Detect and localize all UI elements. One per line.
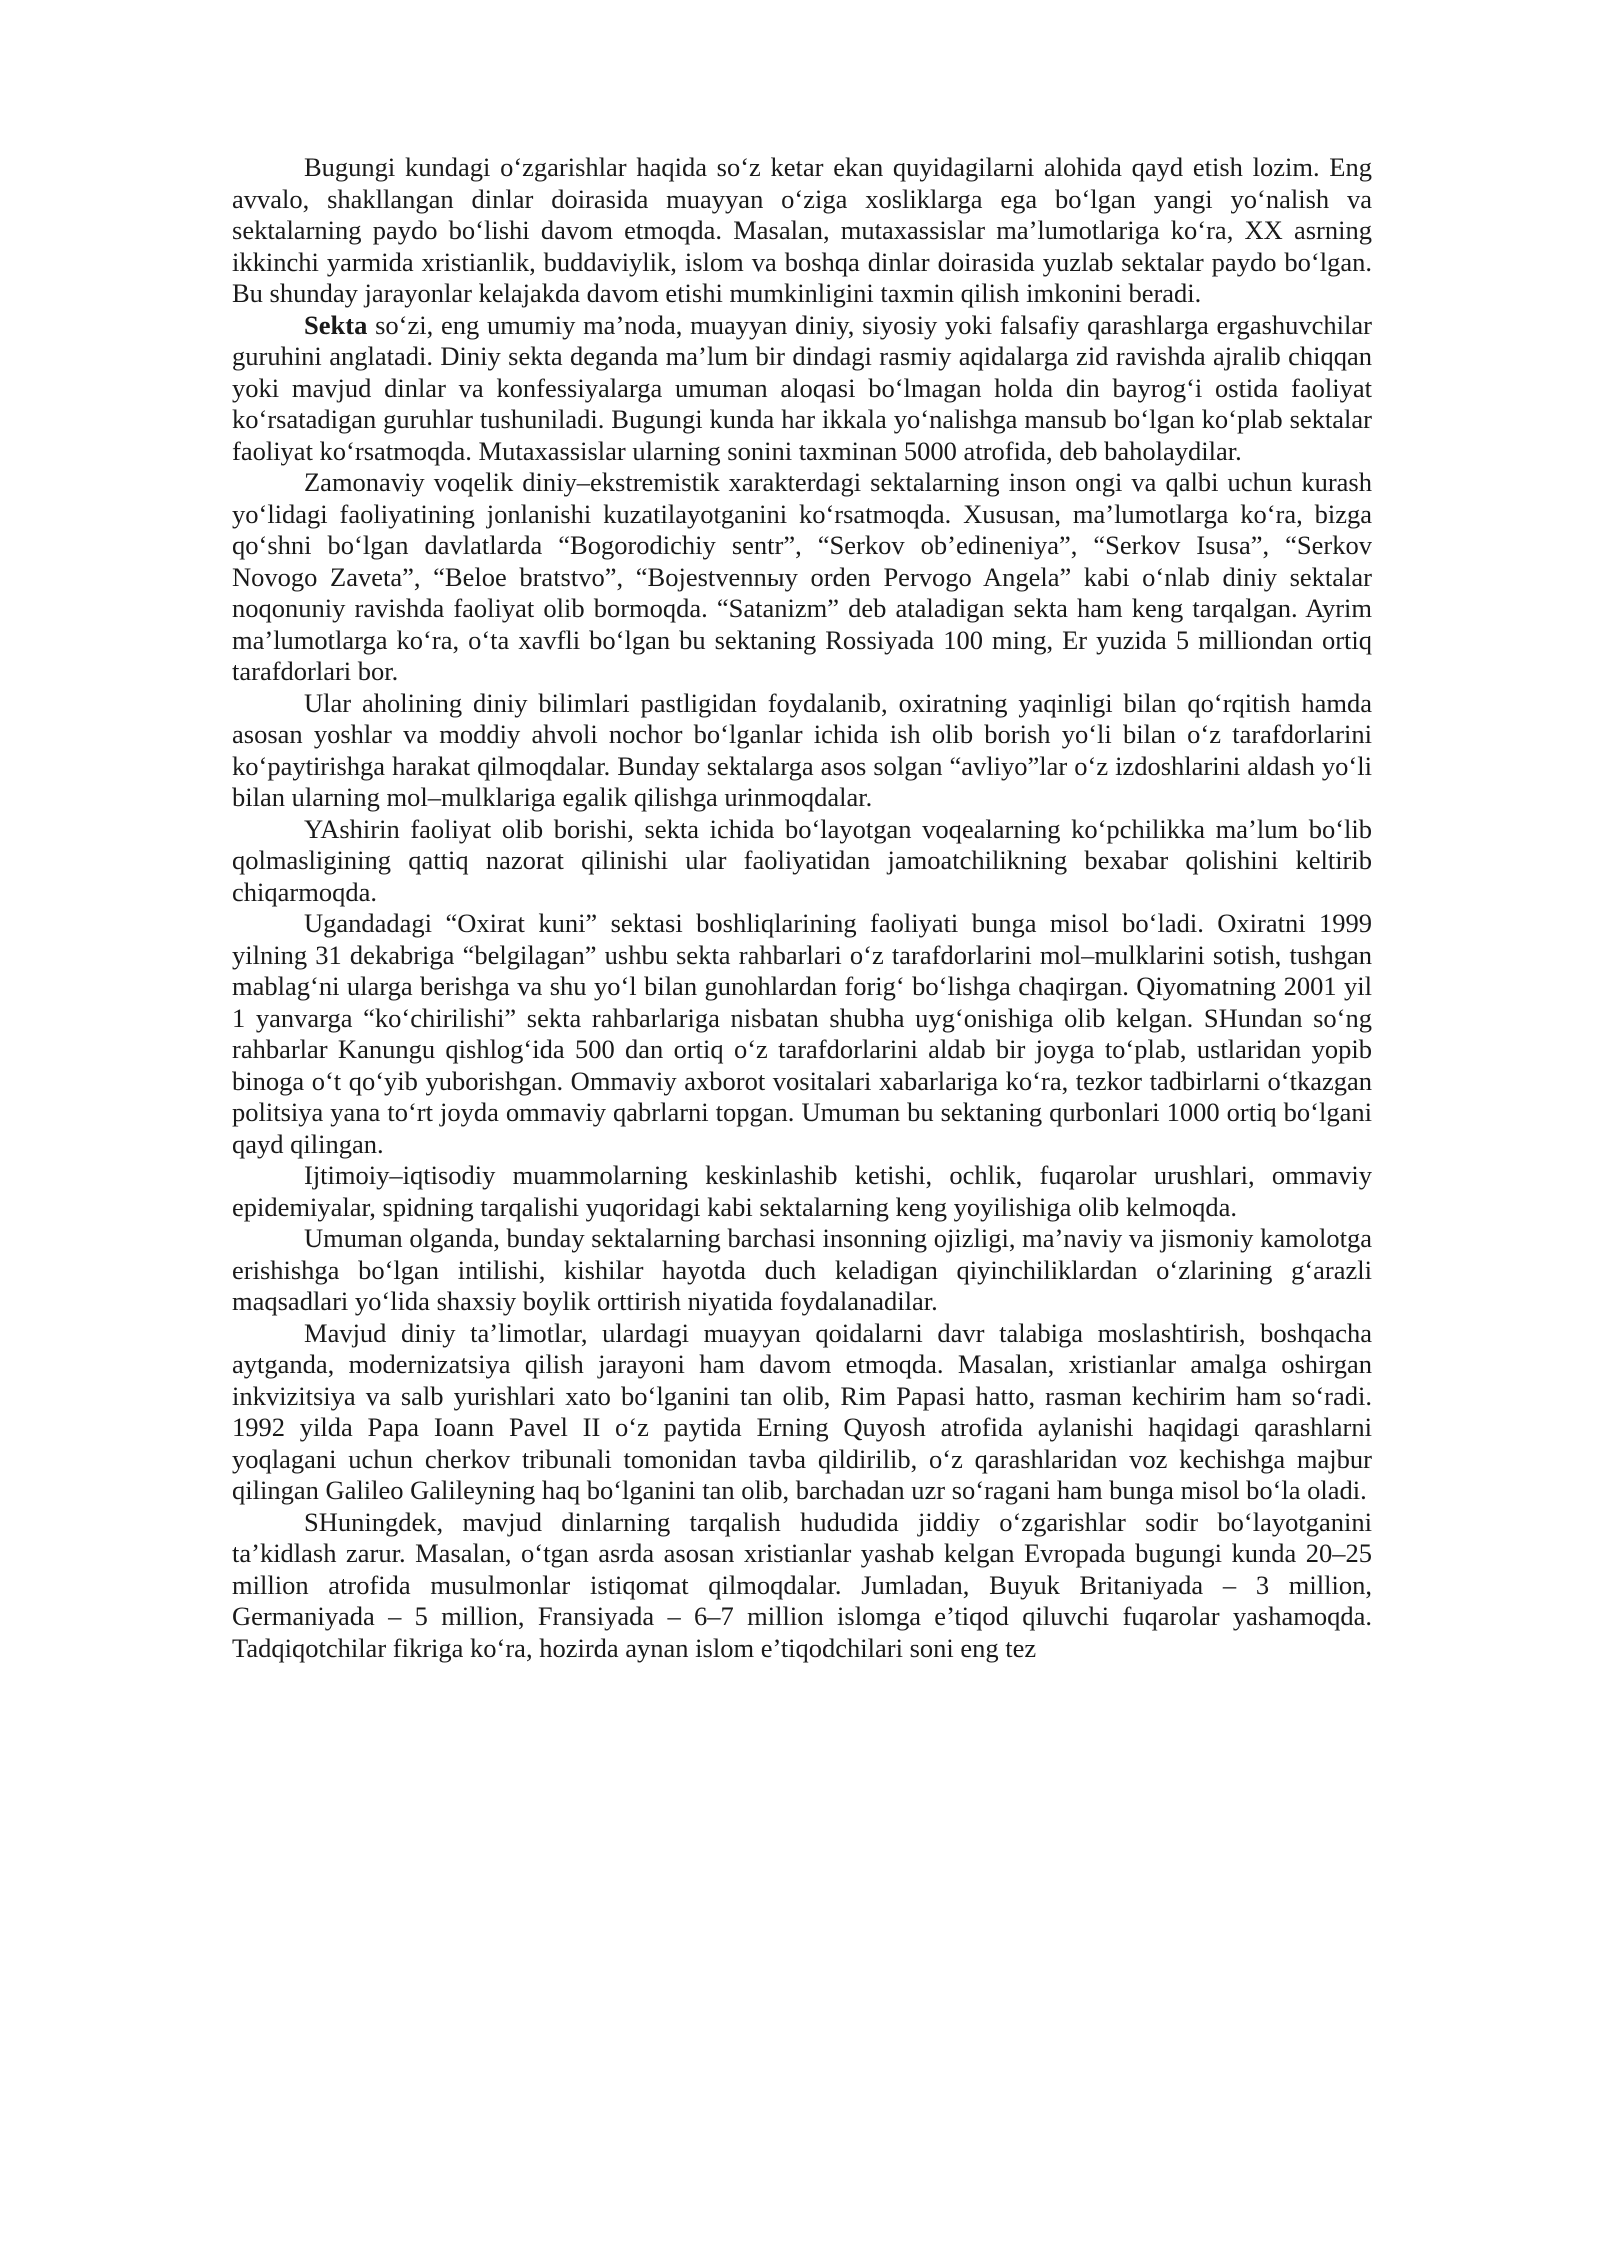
paragraph-10: SHuningdek, mavjud dinlarning tarqalish hududida jiddiy o‘zgarishlar sodir bo‘layotganini ta’kidlash zarur. Masalan, o‘tgan asrda asosan xristianlar yashab kelgan Evropada bugungi kunda 20–25 million atrofida musulmonlar istiqomat qilmoqdalar. Jumladan, Buyuk Britaniyada – 3 million, Germaniyada – 5 million, Fransiyada – 6–7 million islomga e’tiqod qiluvchi fuqarolar yashamoqda. Tadqiqotchilar fikriga ko‘ra, hozirda aynan islom e’tiqodchilari soni eng tez [232, 1506, 1372, 1663]
paragraph-6: Ugandadagi “Oxirat kuni” sektasi boshliqlarining faoliyati bunga misol bo‘ladi. Oxiratni 1999 yilning 31 dekabriga “belgilagan” ushbu sekta rahbarlari o‘z tarafdorlarini mol–mulklarini sotish, tushgan mablag‘ni ularga berishga va shu yo‘l bilan gunohlardan forig‘ bo‘lishga chaqirgan. Qiyomatning 2001 yil 1 yanvarga “ko‘chirilishi” sekta rahbarlariga nisbatan shubha uyg‘onishiga olib kelgan. SHundan so‘ng rahbarlar Kanungu qishlog‘ida 500 dan ortiq o‘z tarafdorlarini aldab bir joyga to‘plab, ustlaridan yopib binoga o‘t qo‘yib yuborishgan. Ommaviy axborot vositalari xabarlariga ko‘ra, tezkor tadbirlarni o‘tkazgan politsiya yana to‘rt joyda ommaviy qabrlarni topgan. Umuman bu sektaning qurbonlari 1000 ortiq bo‘lgani qayd qilingan. [232, 908, 1372, 1159]
paragraph-9: Mavjud diniy ta’limotlar, ulardagi muayyan qoidalarni davr talabiga moslashtirish, boshqacha aytganda, modernizatsiya qilish jarayoni ham davom etmoqda. Masalan, xristianlar amalga oshirgan inkvizitsiya va salb yurishlari xato bo‘lganini tan olib, Rim Papasi hatto, rasman kechirim ham so‘radi. 1992 yilda Papa Ioann Pavel II o‘z paytida Erning Quyosh atrofida aylanishi haqidagi qarashlarni yoqlagani uchun cherkov tribunali tomonidan tavba qildirilib, o‘z qarashlaridan voz kechishga majbur qilingan Galileo Galileyning haq bo‘lganini tan olib, barchadan uzr so‘ragani ham bunga misol bo‘la oladi. [232, 1317, 1372, 1505]
paragraph-7: Ijtimoiy–iqtisodiy muammolarning keskinlashib ketishi, ochlik, fuqarolar urushlari, ommaviy epidemiyalar, spidning tarqalishi yuqoridagi kabi sektalarning keng yoyilishiga olib kelmoqda. [232, 1160, 1372, 1222]
paragraph-8: Umuman olganda, bunday sektalarning barchasi insonning ojizligi, ma’naviy va jismoniy kamolotga erishishga bo‘lgan intilishi, kishilar hayotda duch keladigan qiyinchiliklardan o‘zlarining g‘arazli maqsadlari yo‘lida shaxsiy boylik orttirish niyatida foydalanadilar. [232, 1223, 1372, 1316]
paragraph-4: Ular aholining diniy bilimlari pastligidan foydalanib, oxiratning yaqinligi bilan qo‘rqitish hamda asosan yoshlar va moddiy ahvoli nochor bo‘lganlar ichida ish olib borish yo‘li bilan o‘z tarafdorlarini ko‘paytirishga harakat qilmoqdalar. Bunday sektalarga asos solgan “avliyo”lar o‘z izdoshlarini aldash yo‘li bilan ularning mol–mulklariga egalik qilishga urinmoqdalar. [232, 687, 1372, 812]
paragraph-3: Zamonaviy voqelik diniy–ekstremistik xarakterdagi sektalarning inson ongi va qalbi uchun kurash yo‘lidagi faoliyatining jonlanishi kuzatilayotganini ko‘rsatmoqda. Xususan, ma’lumotlarga ko‘ra, bizga qo‘shni bo‘lgan davlatlarda “Bogorodichiy sentr”, “Serkov ob’edineniya”, “Serkov Isusa”, “Serkov Novogo Zaveta”, “Beloe bratstvo”, “Bojestvennыy orden Pervogo Angela” kabi o‘nlab diniy sektalar noqonuniy ravishda faoliyat olib bormoqda. “Satanizm” deb ataladigan sekta ham keng tarqalgan. Ayrim ma’lumotlarga ko‘ra, o‘ta xavfli bo‘lgan bu sektaning Rossiyada 100 ming, Er yuzida 5 milliondan ortiq tarafdorlari bor. [232, 467, 1372, 686]
paragraph-2 [232, 310, 1372, 468]
paragraph-2-body: so‘zi, eng umumiy ma’noda, muayyan diniy, siyosiy yoki falsafiy qarashlarga ergashuvchilar guruhini anglatadi. Diniy sekta deganda ma’lum bir dindagi rasmiy aqidalarga zid ravishda ajralib chiqqan yoki mavjud dinlar va konfessiyalarga umuman aloqasi bo‘lmagan holda din bayrog‘i ostida faoliyat ko‘rsatadigan guruhlar tushuniladi. Bugungi kunda har ikkala yo‘nalishga mansub bo‘lgan ko‘plab sektalar faoliyat ko‘rsatmoqda. Mutaxassislar ularning sonini taxminan 5000 atrofida, deb baholaydilar. [232, 309, 1372, 466]
term-sekta: Sekta [304, 309, 368, 340]
paragraph-5: YAshirin faoliyat olib borishi, sekta ichida bo‘layotgan voqealarning ko‘pchilikka ma’lum bo‘lib qolmasligining qattiq nazorat qilinishi ular faoliyatidan jamoatchilikning bexabar qolishini keltirib chiqarmoqda. [232, 813, 1372, 907]
document-page [232, 152, 1372, 1664]
paragraph-1: Bugungi kundagi o‘zgarishlar haqida so‘z ketar ekan quyidagilarni alohida qayd etish lozim. Eng avvalo, shakllangan dinlar doirasida muayyan o‘ziga xosliklarga ega bo‘lgan yangi yo‘nalish va sektalarning paydo bo‘lishi davom etmoqda. Masalan, mutaxassislar ma’lumotlariga ko‘ra, XX asrning ikkinchi yarmida xristianlik, buddaviylik, islom va boshqa dinlar doirasida yuzlab sektalar paydo bo‘lgan. Bu shunday jarayonlar kelajakda davom etishi mumkinligini taxmin qilish imkonini beradi. [232, 152, 1372, 308]
